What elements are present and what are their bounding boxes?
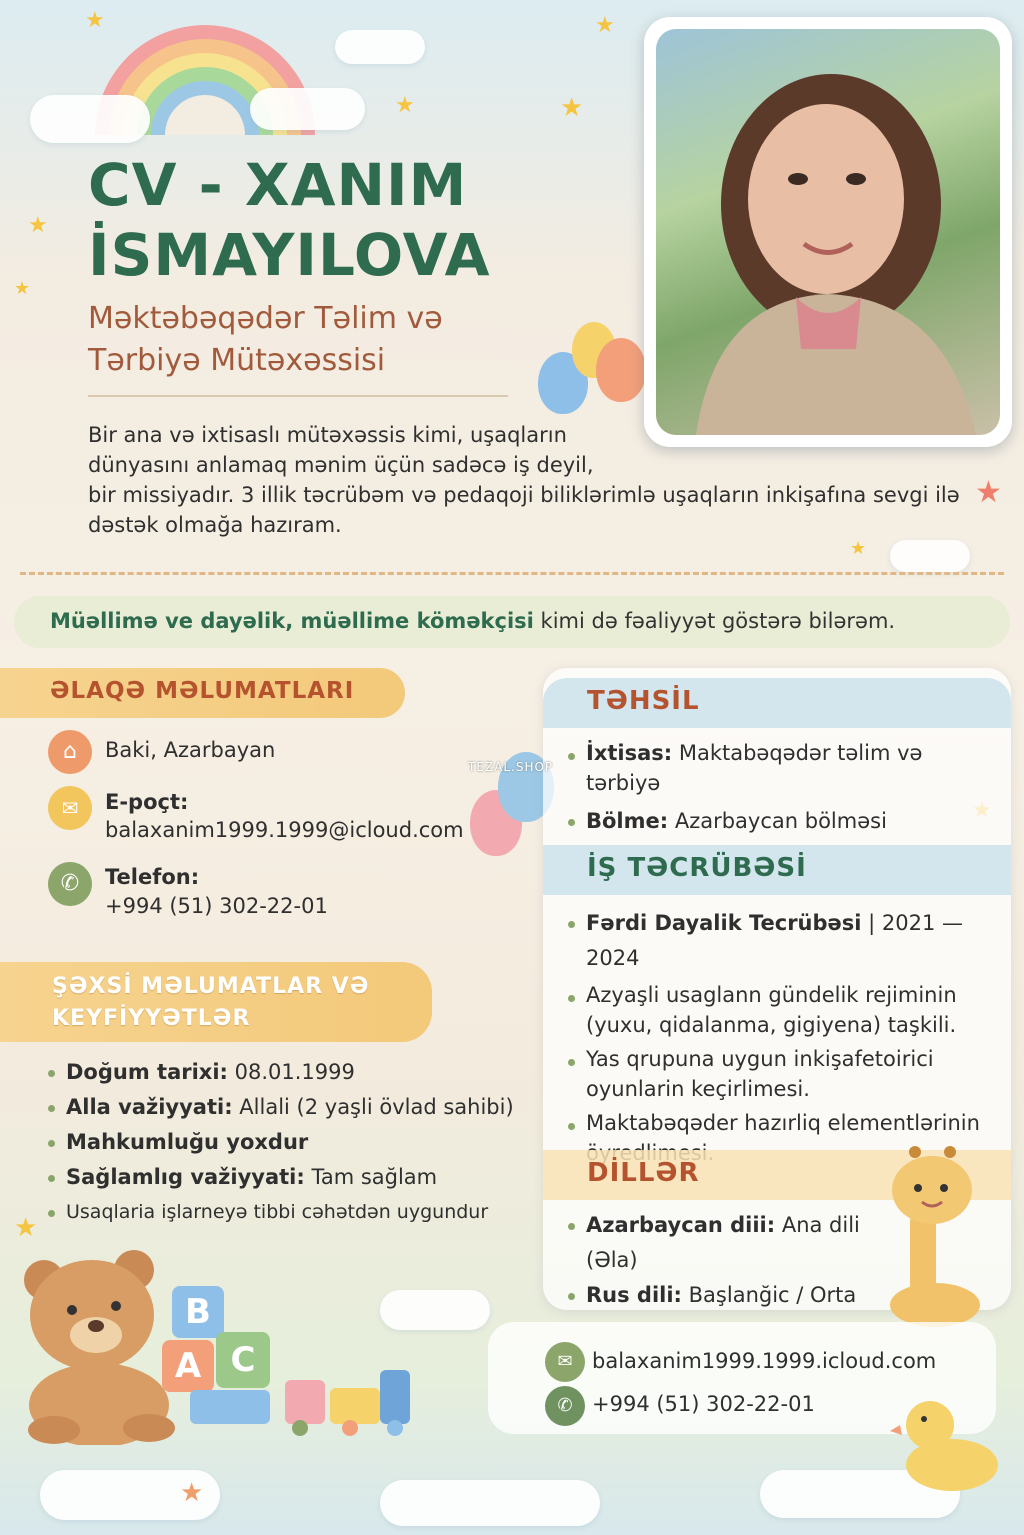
contact-heading-text: ƏLAQƏ MƏLUMATLARI <box>50 678 355 704</box>
education-heading <box>543 678 1011 728</box>
role-label: Fərdi Dayalik Tecrübəsi <box>586 911 862 935</box>
profile-photo <box>656 29 1000 435</box>
header-divider <box>88 395 508 397</box>
list-item <box>566 738 996 798</box>
giraffe-toy-decoration <box>880 1140 990 1330</box>
banner-text <box>50 606 895 636</box>
experience-heading-text: İŞ TƏCRÜBƏSİ <box>587 853 807 883</box>
item-value: Tam sağlam <box>304 1165 438 1189</box>
star-icon: ★ <box>14 278 31 299</box>
letter-block-a: A <box>162 1340 214 1392</box>
phone-label: Telefon: <box>105 865 200 889</box>
item-label: Bölme: <box>586 809 669 833</box>
item-value: Başlanğic / Orta <box>681 1283 857 1307</box>
item-value: Maktabəqədər təlim və <box>672 741 923 765</box>
cloud-decoration <box>380 1480 600 1526</box>
list-item <box>46 1090 546 1125</box>
personal-list <box>46 1055 546 1230</box>
star-icon: ★ <box>85 8 105 33</box>
cloud-decoration <box>30 95 150 143</box>
home-icon: ⌂ <box>48 730 92 774</box>
cloud-decoration <box>250 88 365 130</box>
item-label: Rus dili: <box>586 1283 682 1307</box>
cv-title <box>88 150 490 290</box>
email-label: E-poçt: <box>105 790 189 814</box>
star-icon: ★ <box>180 1478 204 1508</box>
address-text: Baki, Azarbayan <box>105 738 276 762</box>
item-label: Mahkumluğu yoxdur <box>66 1130 309 1154</box>
list-item <box>46 1125 546 1160</box>
contact-heading <box>0 668 405 718</box>
list-item <box>566 980 996 1040</box>
item-label: Doğum tarixi: <box>66 1060 228 1084</box>
experience-heading <box>543 845 1011 895</box>
mail-icon: ✉ <box>545 1342 585 1382</box>
item-label: İxtisas: <box>586 741 673 765</box>
languages-list <box>566 1208 896 1313</box>
cloud-decoration <box>380 1290 490 1330</box>
list-item <box>566 906 996 976</box>
mail-icon: ✉ <box>48 786 92 830</box>
banner-rest: kimi də fəaliyyət göstərə bilərəm. <box>533 609 896 633</box>
balloon-decoration <box>596 338 646 402</box>
item-line: Azyaşli usaglann gündelik rejiminin <box>586 983 957 1007</box>
item-line: (yuxu, qidalanma, gigiyena) taşkili. <box>586 1013 957 1037</box>
watermark-text: TEZAL.SHOP <box>468 760 554 774</box>
intro-paragraph <box>88 420 988 540</box>
letter-block-c: C <box>216 1332 270 1388</box>
cloud-decoration <box>890 540 970 572</box>
list-item <box>566 1208 896 1278</box>
list-item <box>566 1044 996 1104</box>
star-icon: ★ <box>395 93 415 118</box>
list-item <box>566 804 996 839</box>
item-value: 08.01.1999 <box>227 1060 355 1084</box>
personal-heading-line-1: ŞƏXSİ MƏLUMATLAR VƏ <box>52 974 370 999</box>
star-icon: ★ <box>595 13 615 38</box>
education-heading-text: TƏHSİL <box>587 686 700 716</box>
item-value: Azarbaycan bölməsi <box>668 809 887 833</box>
item-label: Alla važiyyati: <box>66 1095 233 1119</box>
item-value: Ana dili (Əla) <box>586 1213 860 1272</box>
intro-line: dünyasını anlamaq mənim üçün sadəcə iş deyil, <box>88 453 594 477</box>
item-value: Allali (2 yaşli övlad sahibi) <box>232 1095 514 1119</box>
phone-icon: ✆ <box>48 862 92 906</box>
intro-line: bir missiyadır. 3 illik təcrübəm və pedaqoji biliklərimlə uşaqların inkişafına sevgi ilə <box>88 483 960 507</box>
rubber-duck-decoration <box>890 1395 1000 1495</box>
item-line: Yas qrupuna uygun inkişafetoirici <box>586 1047 934 1071</box>
list-item <box>46 1195 546 1230</box>
personal-heading-line-2: KEYFİYYƏTLƏR <box>52 1006 251 1031</box>
phone-icon: ✆ <box>545 1386 585 1426</box>
subtitle-line-1: Məktəbəqədər Təlim və <box>88 301 443 336</box>
languages-heading-text: DİLLƏR <box>587 1158 700 1188</box>
item-label: Sağlamlıg važiyyati: <box>66 1165 305 1189</box>
letter-block-b: B <box>172 1286 224 1338</box>
intro-line: Bir ana və ixtisaslı mütəxəssis kimi, uşaqların <box>88 423 567 447</box>
star-icon: ★ <box>975 475 1002 510</box>
item-value: tərbiyə <box>586 771 661 795</box>
personal-heading <box>0 962 432 1042</box>
phone-value[interactable]: +994 (51) 302-22-01 <box>105 894 328 918</box>
role-period: | 2021 — 2024 <box>586 911 964 970</box>
title-line-2: İSMAYILOVA <box>88 221 491 289</box>
star-icon: ★ <box>14 1213 38 1243</box>
item-label: Azarbaycan diii: <box>586 1213 776 1237</box>
title-line-1: CV - XANIM <box>88 151 468 219</box>
star-icon: ★ <box>28 213 48 238</box>
intro-line: dəstək olmağa hazıram. <box>88 513 342 537</box>
cloud-decoration <box>335 30 425 64</box>
item-line: oyunlarin keçirlimesi. <box>586 1077 810 1101</box>
item-value: Usaqlaria işlarneyə tibbi cəhətdən uygundur <box>66 1201 489 1223</box>
item-line: Maktabəqəder hazırliq elementlərinin <box>586 1111 980 1135</box>
education-list <box>566 738 996 839</box>
list-item <box>46 1055 546 1090</box>
profile-photo-frame <box>644 17 1012 447</box>
list-item <box>566 1278 896 1313</box>
portrait-illustration <box>656 29 1000 435</box>
email-value[interactable]: balaxanim1999.1999@icloud.com <box>105 818 464 842</box>
list-item <box>46 1160 546 1195</box>
star-icon: ★ <box>850 538 867 559</box>
experience-list <box>566 906 996 1168</box>
subtitle-line-2: Tərbiyə Mütəxəssisi <box>88 343 386 378</box>
footer-phone[interactable]: +994 (51) 302-22-01 <box>592 1392 815 1416</box>
dashed-divider <box>20 572 1004 575</box>
footer-email[interactable]: balaxanim1999.1999.icloud.com <box>592 1349 937 1373</box>
toy-train-decoration <box>190 1360 430 1440</box>
banner-bold: Müəllimə ve dayəlik, müəllime köməkçisi <box>50 609 534 633</box>
star-icon: ★ <box>560 93 584 123</box>
cv-subtitle <box>88 298 443 382</box>
